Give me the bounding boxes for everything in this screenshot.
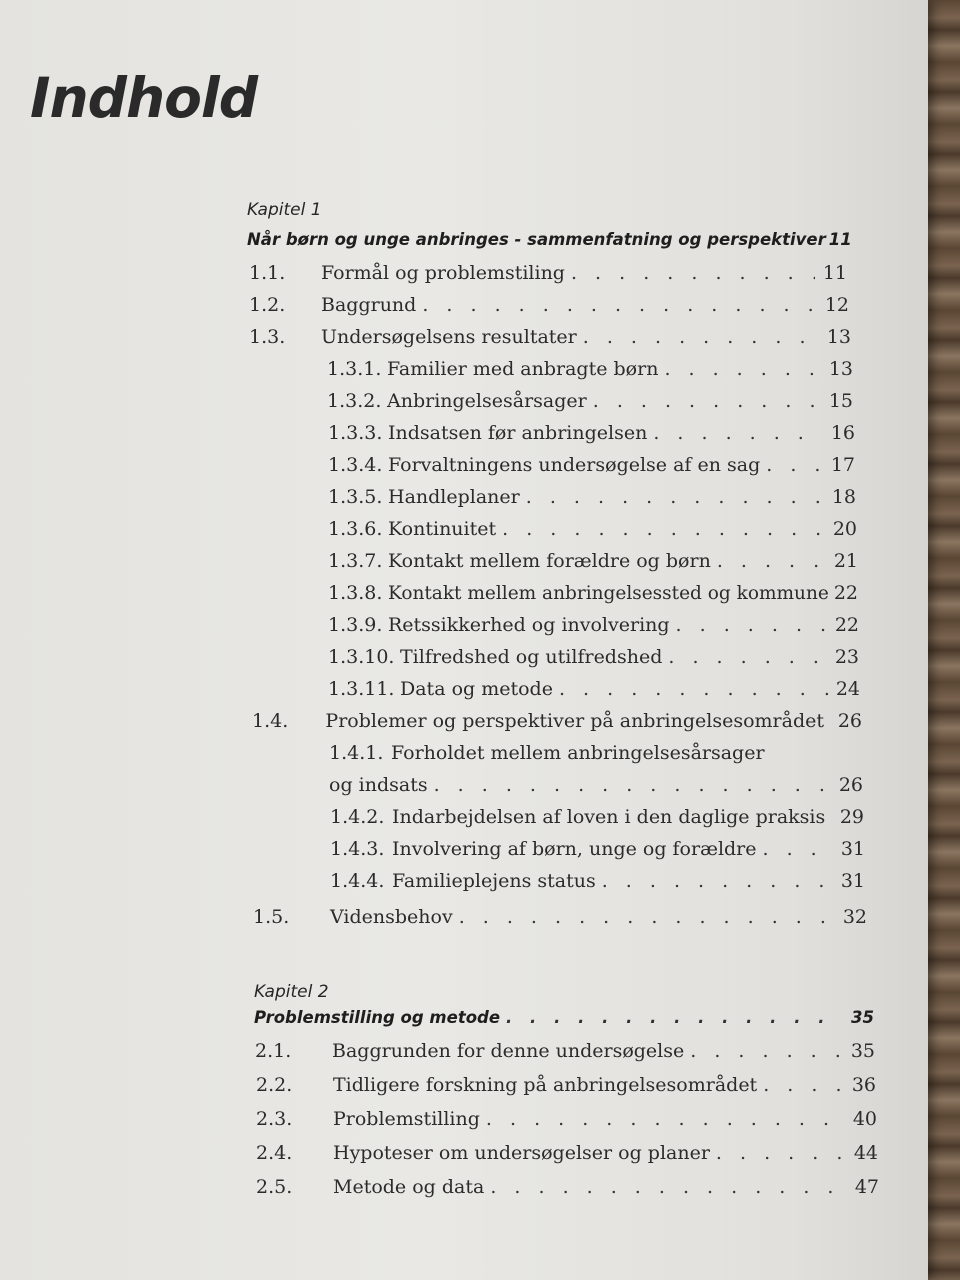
entry-page: 22 bbox=[833, 582, 858, 604]
entry-page: 11 bbox=[822, 262, 847, 284]
entry-text: Kontakt mellem anbringelsessted og kommune bbox=[388, 583, 829, 604]
entry-number: 1.3.10. bbox=[328, 646, 395, 668]
toc-entry bbox=[328, 678, 860, 700]
entry-text: Undersøgelsens resultater bbox=[321, 326, 577, 348]
entry-number: 1.5. bbox=[253, 906, 290, 928]
dot-leader bbox=[763, 838, 833, 860]
entry-text: Familier med anbragte børn bbox=[387, 358, 659, 380]
entry-number: 1.4.1. bbox=[329, 742, 384, 764]
entry-page: 17 bbox=[830, 454, 855, 476]
dot-leader bbox=[602, 870, 833, 892]
entry-page: 40 bbox=[852, 1108, 877, 1130]
entry-page: 31 bbox=[840, 838, 865, 860]
entry-page: 36 bbox=[851, 1074, 876, 1096]
dot-leader bbox=[506, 1008, 842, 1027]
toc-entry bbox=[328, 486, 856, 508]
chapter-2-title bbox=[254, 1008, 874, 1027]
dot-leader bbox=[763, 1074, 844, 1096]
entry-number: 2.3. bbox=[256, 1108, 293, 1130]
entry-text: Formål og problemstiling bbox=[321, 262, 565, 284]
toc-entry bbox=[330, 806, 864, 828]
entry-number: 1.3.4. bbox=[328, 454, 383, 476]
entry-number: 1.3.2. bbox=[327, 390, 382, 412]
dot-leader bbox=[717, 550, 826, 572]
entry-page: 31 bbox=[840, 870, 865, 892]
entry-text: Anbringelsesårsager bbox=[387, 390, 587, 412]
entry-number: 1.3. bbox=[249, 326, 286, 348]
chapter-1-title bbox=[247, 230, 852, 249]
entry-number: 2.5. bbox=[256, 1176, 293, 1198]
entry-text: Retssikkerhed og involvering bbox=[388, 614, 670, 636]
entry-text: Forvaltningens undersøgelse af en sag bbox=[388, 454, 761, 476]
entry-text: Handleplaner bbox=[388, 486, 520, 508]
entry-page: 26 bbox=[837, 710, 862, 732]
entry-page: 47 bbox=[854, 1176, 879, 1198]
entry-number: 1.3.11. bbox=[328, 678, 395, 700]
entry-page: 22 bbox=[834, 614, 859, 636]
entry-number: 1.3.6. bbox=[328, 518, 383, 540]
toc-entry bbox=[327, 390, 853, 412]
dot-leader bbox=[716, 1142, 846, 1164]
entry-text: Problemstilling bbox=[333, 1108, 480, 1130]
entry-text: Vidensbehov bbox=[330, 906, 453, 928]
entry-text: Tilfredshed og utilfredshed bbox=[400, 646, 663, 668]
entry-page: 12 bbox=[824, 294, 849, 316]
dot-leader bbox=[583, 326, 819, 348]
entry-number: 1.4.4. bbox=[330, 870, 385, 892]
entry-page: 23 bbox=[834, 646, 859, 668]
toc-entry bbox=[253, 906, 867, 928]
entry-text: Data og metode bbox=[400, 678, 553, 700]
entry-page: 13 bbox=[828, 358, 853, 380]
entry-number: 1.4.2. bbox=[330, 806, 385, 828]
toc-entry bbox=[327, 358, 853, 380]
entry-page: 24 bbox=[835, 678, 860, 700]
entry-number: 1.4. bbox=[252, 710, 289, 732]
entry-text: Involvering af børn, unge og forældre bbox=[392, 838, 757, 860]
chapter-1-label: Kapitel 1 bbox=[247, 200, 322, 220]
entry-text: Indsatsen før anbringelsen bbox=[388, 422, 648, 444]
toc-entry bbox=[328, 614, 859, 636]
entry-page: 13 bbox=[826, 326, 851, 348]
entry-text: Baggrund bbox=[321, 294, 417, 316]
page-title: Indhold bbox=[30, 66, 258, 130]
toc-entry bbox=[328, 454, 855, 476]
chapter-2-page: 35 bbox=[851, 1008, 874, 1027]
dot-leader bbox=[766, 454, 823, 476]
entry-text: Forholdet mellem anbringelsesårsager bbox=[391, 742, 765, 764]
dot-leader bbox=[422, 294, 817, 316]
toc-entry bbox=[256, 1142, 878, 1164]
dot-leader bbox=[593, 390, 821, 412]
entry-page: 15 bbox=[828, 390, 853, 412]
entry-page: 44 bbox=[853, 1142, 878, 1164]
entry-page: 16 bbox=[830, 422, 855, 444]
toc-entry bbox=[252, 710, 862, 732]
entry-number: 2.2. bbox=[256, 1074, 293, 1096]
toc-entry bbox=[328, 422, 855, 444]
dot-leader bbox=[502, 518, 825, 540]
entry-text: Kontakt mellem forældre og børn bbox=[388, 550, 711, 572]
toc-entry bbox=[330, 838, 865, 860]
entry-number: 2.1. bbox=[255, 1040, 292, 1062]
entry-text: Hypoteser om undersøgelser og planer bbox=[333, 1142, 710, 1164]
entry-number: 1.3.7. bbox=[328, 550, 383, 572]
dot-leader bbox=[486, 1108, 845, 1130]
dot-leader bbox=[559, 678, 828, 700]
toc-entry bbox=[249, 326, 851, 348]
entry-number: 1.3.8. bbox=[328, 582, 383, 604]
entry-page: 26 bbox=[838, 774, 863, 796]
entry-number: 2.4. bbox=[256, 1142, 293, 1164]
dot-leader bbox=[434, 774, 831, 796]
chapter-1-page: 11 bbox=[828, 230, 852, 249]
toc-entry bbox=[329, 742, 862, 764]
toc-entry bbox=[256, 1108, 877, 1130]
chapter-2-label: Kapitel 2 bbox=[254, 982, 329, 1002]
dot-leader bbox=[459, 906, 835, 928]
entry-text: Baggrunden for denne undersøgelse bbox=[332, 1040, 685, 1062]
entry-text: Problemer og perspektiver på anbringelsesområdet bbox=[325, 710, 824, 732]
dot-leader bbox=[571, 262, 815, 284]
toc-entry bbox=[328, 518, 857, 540]
toc-entry bbox=[328, 550, 858, 572]
entry-number: 1.1. bbox=[249, 262, 286, 284]
toc-entry bbox=[256, 1176, 879, 1198]
toc-entry bbox=[330, 870, 865, 892]
entry-number: 1.3.5. bbox=[328, 486, 383, 508]
entry-text: Tidligere forskning på anbringelsesområdet bbox=[333, 1074, 758, 1096]
entry-number: 1.3.9. bbox=[328, 614, 383, 636]
entry-number: 1.2. bbox=[249, 294, 286, 316]
entry-text: og indsats bbox=[329, 774, 428, 796]
dot-leader bbox=[668, 646, 827, 668]
entry-text: Kontinuitet bbox=[388, 518, 497, 540]
entry-page: 29 bbox=[839, 806, 864, 828]
toc-entry bbox=[328, 582, 858, 604]
entry-number: 1.4.3. bbox=[330, 838, 385, 860]
toc-entry bbox=[329, 774, 863, 796]
dot-leader bbox=[690, 1040, 843, 1062]
entry-page: 21 bbox=[833, 550, 858, 572]
toc-entry bbox=[249, 262, 847, 284]
chapter-1-title-text: Når børn og unge anbringes - sammenfatning og perspektiver bbox=[247, 230, 826, 249]
entry-page: 18 bbox=[831, 486, 856, 508]
entry-page: 35 bbox=[850, 1040, 875, 1062]
chapter-2-title-text: Problemstilling og metode bbox=[254, 1008, 501, 1027]
entry-text: Indarbejdelsen af loven i den daglige praksis bbox=[392, 806, 826, 828]
toc-entry bbox=[328, 646, 859, 668]
entry-page: 20 bbox=[832, 518, 857, 540]
entry-number: 1.3.3. bbox=[328, 422, 383, 444]
toc-entry bbox=[249, 294, 849, 316]
entry-text: Metode og data bbox=[333, 1176, 485, 1198]
dot-leader bbox=[526, 486, 824, 508]
toc-entry bbox=[256, 1074, 876, 1096]
entry-number: 1.3.1. bbox=[327, 358, 382, 380]
entry-text: Familieplejens status bbox=[392, 870, 596, 892]
dot-leader bbox=[664, 358, 821, 380]
dot-leader bbox=[490, 1176, 847, 1198]
dot-leader bbox=[653, 422, 823, 444]
dot-leader bbox=[676, 614, 827, 636]
entry-page: 32 bbox=[842, 906, 867, 928]
toc-entry bbox=[255, 1040, 875, 1062]
